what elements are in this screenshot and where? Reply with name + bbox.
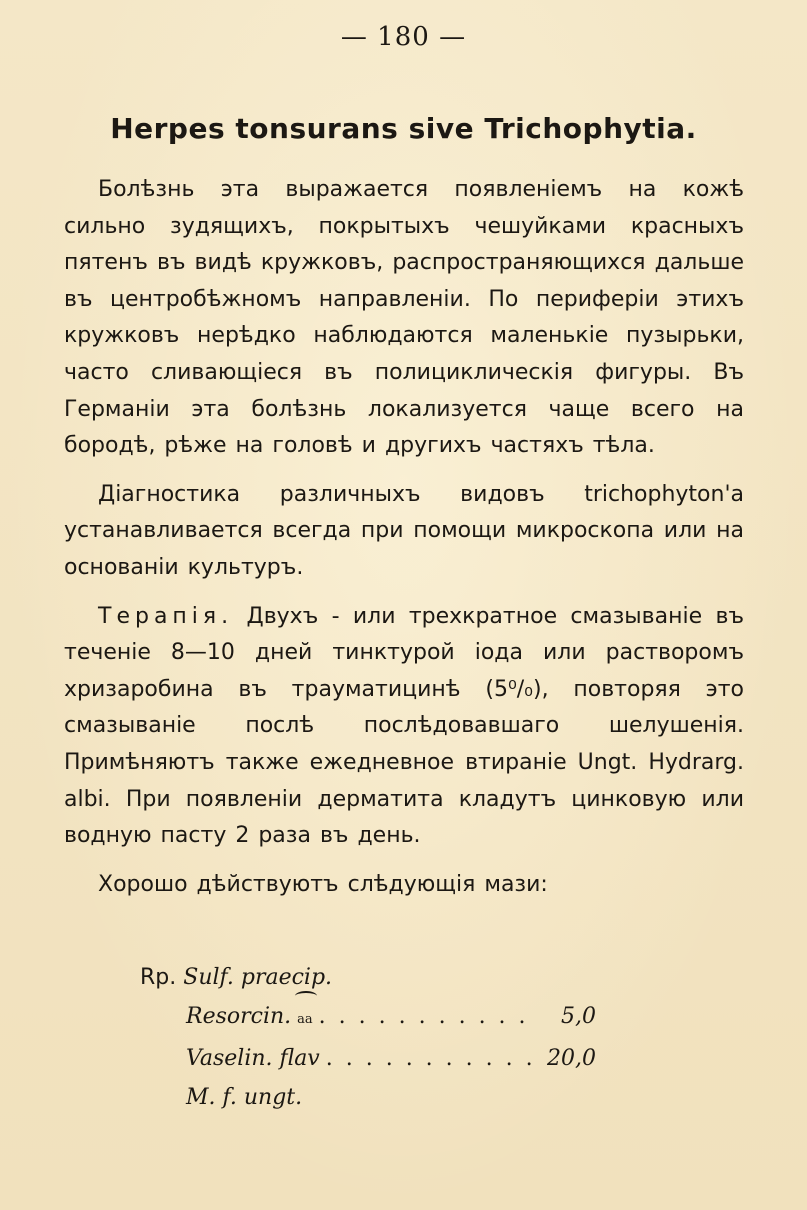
therapy-label: Терапія. xyxy=(98,603,234,629)
leader-dots xyxy=(319,997,538,1036)
ingredient-amount: 5,0 xyxy=(561,1004,596,1029)
paragraph-ointments-intro: Хорошо дѣйствуютъ слѣдующія мази: xyxy=(98,871,548,897)
page-number: — 180 — xyxy=(340,22,467,52)
paragraph-description: Болѣзнь эта выражается появленіемъ на кожѣ сильно зудящихъ, покрытыхъ чешуйками красныхъ пятенъ въ видѣ кружковъ, распространяющихся дальше въ центробѣжномъ направленіи. По периферіи этихъ кружковъ нерѣдко наблюдаются маленькіе пузырьки, часто сливающіеся въ полициклическія фигуры. Въ Германіи эта болѣзнь локализуется чаще всего на бородѣ, рѣже на головѣ и другихъ частяхъ тѣла. xyxy=(64,177,744,459)
section-title: Herpes tonsurans sive Trichophytia. xyxy=(110,112,697,145)
prescription-header xyxy=(140,958,660,997)
ingredient-name: Resorcin. xyxy=(186,1004,292,1029)
aa-mark: aa xyxy=(297,1000,313,1039)
prescription-row xyxy=(140,997,596,1039)
body-text xyxy=(64,172,744,915)
paragraph-diagnostics: Діагностика различныхъ видовъ trichophyton'a устанавливается всегда при помощи микроскопа или на основаніи культуръ. xyxy=(64,481,744,580)
leader-dots xyxy=(326,1039,538,1078)
rp-first-ingredient: Sulf. praecip. xyxy=(183,965,333,990)
rp-label: Rp. xyxy=(140,965,177,990)
prescription-row xyxy=(140,1039,596,1078)
therapy-text: Двухъ - или трехкратное смазываніе въ теченіе 8—10 дней тинктурой іода или растворомъ хризаробина въ траумaтицинѣ (5⁰/₀), повторяя это смазываніе послѣ послѣдовавшаго шелушенія. Примѣняютъ также ежедневное втираніе Ungt. Hydrarg. albi. При появленіи дерматита кладутъ цинковую или водную пасту 2 раза въ день. xyxy=(64,603,744,849)
prescription xyxy=(140,958,660,1117)
paragraph-therapy xyxy=(64,599,744,855)
ingredient-name: Vaselin. flav xyxy=(186,1046,320,1071)
ingredient-amount: 20,0 xyxy=(547,1046,596,1071)
prescription-footer: M. f. ungt. xyxy=(186,1085,303,1110)
